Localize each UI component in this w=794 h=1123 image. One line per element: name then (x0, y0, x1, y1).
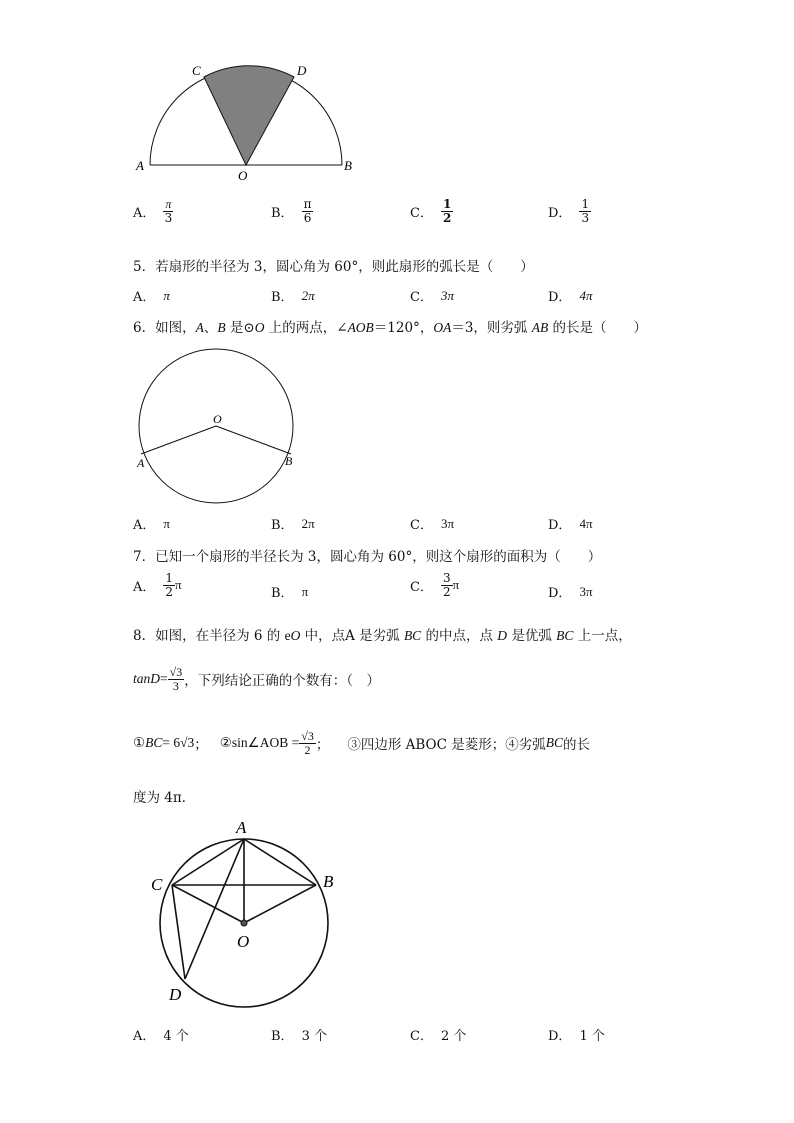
q4-option-b[interactable]: B． $\frac{\pi}{6}$ (271, 197, 312, 225)
segment-OA (141, 426, 216, 454)
fraction: $\frac{1}{2}$ (165, 571, 174, 599)
q8-option-a[interactable]: A． 4 个 (133, 1029, 189, 1044)
fraction: $\frac{3}{2}$ (442, 571, 451, 599)
label-D: D (297, 63, 307, 78)
q8-stem-line2: tanD = $\frac{√3}{3}$ ，下列结论正确的个数有：（ ） (133, 665, 380, 693)
label-D: D (169, 985, 182, 1004)
q6-option-c[interactable]: C． 3π (410, 515, 455, 533)
q7-option-d[interactable]: D． 3π (548, 583, 593, 601)
fraction: $\frac{1}{3}$ (581, 197, 590, 225)
segment-CO (172, 885, 244, 923)
label-O: O (237, 932, 250, 951)
figure-circle-AOB (125, 340, 310, 510)
fraction: $\frac{\pi}{6}$ (303, 197, 312, 225)
fraction: $\frac{1}{2}$ (442, 197, 452, 225)
q5-option-a[interactable]: A． π (133, 287, 170, 305)
q6-option-d[interactable]: D． 4π (548, 515, 593, 533)
figure-semicircle-sector (120, 55, 380, 185)
segment-BO (244, 885, 316, 923)
q8-conclusions: ① BC = 6√3 ； ② sin∠AOB = $\frac{√3}{2}$ ； ③四边形 ABOC 是菱形；④劣弧 BC 的长 (133, 729, 591, 757)
label-A: A (137, 456, 145, 470)
q5-stem: 5．若扇形的半径为 3，圆心角为 60°，则此扇形的弧长是（ ） (133, 259, 534, 275)
segment-AB (244, 839, 316, 885)
segment-OB (216, 426, 291, 454)
q8-option-c[interactable]: C． 2 个 (410, 1029, 467, 1044)
fraction: $\frac{√3}{2}$ (301, 729, 314, 757)
q8-option-d[interactable]: D． 1 个 (548, 1029, 605, 1044)
q6-stem: 6．如图，A、B 是⊙O 上的两点，∠AOB＝120°，OA＝3，则劣弧 AB 的长是（ ） (133, 320, 648, 336)
segment-CD (172, 885, 185, 979)
label-B: B (344, 158, 352, 173)
q4-option-a[interactable]: A． $\frac{\pi}{3}$ (133, 197, 173, 225)
q8-option-b[interactable]: B． 3 个 (271, 1029, 327, 1044)
q5-option-d[interactable]: D． 4π (548, 287, 593, 305)
q8-stem-line1: 8．如图，在半径为 6 的 eO 中，点A 是劣弧 BC 的中点，点 D 是优弧 BC 上一点， (133, 628, 632, 644)
label-B: B (323, 872, 334, 891)
q4-option-c[interactable]: C． $\frac{1}{2}$ (410, 197, 452, 225)
center-point-O (241, 920, 247, 926)
label-A: A (136, 158, 144, 173)
shaded-sector-COD (204, 66, 294, 165)
q7-option-c[interactable]: C． $\frac{3}{2}$ π (410, 571, 460, 599)
q5-option-c[interactable]: C． 3π (410, 287, 454, 305)
q4-option-d[interactable]: D． $\frac{1}{3}$ (548, 197, 590, 225)
figure-circle-ABCD (145, 812, 350, 1012)
q7-option-a[interactable]: A． $\frac{1}{2}$ π (133, 571, 182, 599)
fraction: $\frac{√3}{3}$ (169, 665, 183, 693)
label-B: B (285, 454, 293, 468)
q6-option-a[interactable]: A． π (133, 515, 170, 533)
label-C: C (151, 875, 163, 894)
label-O: O (238, 168, 248, 183)
label-C: C (192, 63, 201, 78)
segment-AC (172, 839, 244, 885)
q5-option-b[interactable]: B． 2π (271, 287, 315, 305)
q8-stem-line3: 度为 4π． (133, 790, 196, 806)
fraction: $\frac{\pi}{3}$ (164, 197, 173, 225)
q7-option-b[interactable]: B． π (271, 583, 309, 601)
segment-AD (185, 839, 244, 979)
label-O: O (213, 412, 222, 426)
q7-stem: 7．已知一个扇形的半径长为 3，圆心角为 60°，则这个扇形的面积为（ ） (133, 549, 602, 565)
label-A: A (236, 818, 247, 837)
q6-option-b[interactable]: B． 2π (271, 515, 315, 533)
